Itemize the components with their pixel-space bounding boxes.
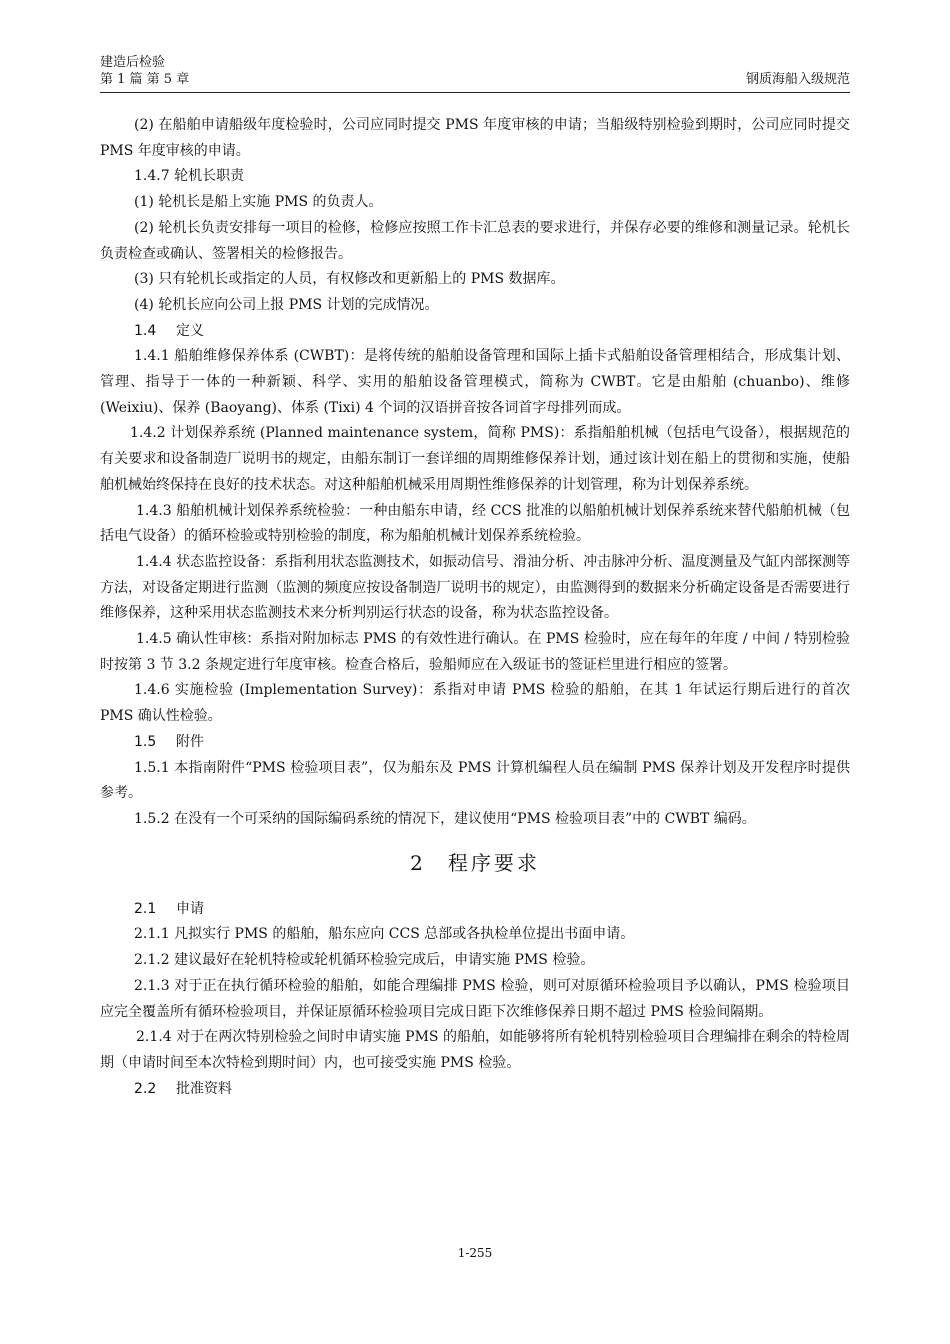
section-title: 批准资料 — [176, 1080, 232, 1097]
paragraph: 2.1.2 建议最好在轮机特检或轮机循环检验完成后，申请实施 PMS 检验。 — [134, 952, 595, 969]
section-heading — [100, 319, 850, 345]
section-heading — [100, 730, 850, 756]
paragraph: (2) 轮机长负责安排每一项目的检修，检修应按照工作卡汇总表的要求进行，并保存必要的维修和测量记录。轮机长负责检查或确认、签署相关的检修报告。 — [100, 219, 850, 262]
paragraph: (1) 轮机长是船上实施 PMS 的负责人。 — [134, 194, 383, 211]
paragraph: 2.1.3 对于正在执行循环检验的船舶，如能合理编排 PMS 检验，则可对原循环检验项目予以确认，PMS 检验项目应完全覆盖所有循环检验项目，并保证原循环检验项目完成日距下次维修保养日期不超过 PMS 检验间隔期。 — [100, 977, 850, 1020]
section-title: 定义 — [176, 322, 204, 339]
paragraph: 1.5.2 在没有一个可采纳的国际编码系统的情况下，建议使用“PMS 检验项目表”中的 CWBT 编码。 — [134, 810, 756, 827]
paragraph: 1.4.1 船舶维修保养体系 (CWBT)：是将传统的船舶设备管理和国际上插卡式船舶设备管理相结合，形成集计划、管理、指导于一体的一种新颖、科学、实用的船舶设备管理模式，简称为 CWBT。它是由船舶 (chuanbo)、维修 (Weixiu)、保养 (Baoyang)、体系 (Tixi) 4 个词的汉语拼音按各词首字母排列而成。 — [100, 348, 850, 416]
paragraph: 1.4.3 船舶机械计划保养系统检验：一种由船东申请，经 CCS 批准的以船舶机械计划保养系统来替代船舶机械（包括电气设备）的循环检验或特别检验的制度，称为船舶机械计划保养系统检验。 — [100, 502, 850, 545]
paragraph: 1.4.6 实施检验 (Implementation Survey)：系指对申请 PMS 检验的船舶，在其 1 年试运行期后进行的首次 PMS 确认性检验。 — [100, 682, 850, 725]
paragraph: 1.4.2 计划保养系统 (Planned maintenance system，简称 PMS)：系指船舶机械（包括电气设备），根据规范的有关要求和设备制造厂说明书的规定，由船东制订一套详细的周期维修保养计划，通过该计划在船上的贯彻和实施，使船舶机械始终保持在良好的技术状态。对这种船舶机械采用周期性维修保养的计划管理，称为计划保养系统。 — [100, 425, 850, 493]
section-number: 2.2 — [134, 1080, 157, 1097]
header-book-title: 钢质海船入级规范 — [745, 72, 850, 87]
header-divider — [100, 92, 850, 93]
paragraph: (4) 轮机长应向公司上报 PMS 计划的完成情况。 — [134, 296, 439, 313]
header-chapter: 第 1 篇 第 5 章 — [100, 72, 190, 87]
page-header — [100, 54, 850, 88]
paragraph: (2) 在船舶申请船级年度检验时，公司应同时提交 PMS 年度审核的申请；当船级特别检验到期时，公司应同时提交 PMS 年度审核的申请。 — [100, 117, 850, 159]
page-number: 1-255 — [457, 1246, 493, 1260]
chapter-number: 2 — [410, 850, 426, 875]
section-number: 1.4 — [134, 322, 157, 339]
paragraph: 2.1.1 凡拟实行 PMS 的船舶，船东应向 CCS 总部或各执检单位提出书面申请。 — [134, 926, 635, 943]
section-number: 2.1 — [134, 900, 157, 917]
page-body — [100, 113, 850, 1102]
chapter-title: 程序要求 — [447, 850, 540, 875]
paragraph: 1.4.5 确认性审核：系指对附加标志 PMS 的有效性进行确认。在 PMS 检验时，应在每年的年度 / 中间 / 特别检验时按第 3 节 3.2 条规定进行年度审核。检查合格后，验船师应在入级证书的签证栏里进行相应的签署。 — [100, 631, 850, 673]
subsection-heading: 1.4.7 轮机长职责 — [134, 168, 245, 185]
section-title: 附件 — [176, 733, 204, 750]
section-number: 1.5 — [134, 733, 157, 750]
section-heading — [100, 897, 850, 923]
chapter-heading — [100, 849, 850, 877]
paragraph: 2.1.4 对于在两次特别检验之间时申请实施 PMS 的船舶，如能够将所有轮机特别检验项目合理编排在剩余的特检周期（申请时间至本次特检到期时间）内，也可接受实施 PMS 检验。 — [100, 1029, 850, 1071]
section-title: 申请 — [176, 900, 204, 917]
section-heading — [100, 1077, 850, 1103]
paragraph: 1.4.4 状态监控设备：系指利用状态监测技术，如振动信号、滑油分析、冲击脉冲分析、温度测量及气缸内部探测等方法，对设备定期进行监测（监测的频度应按设备制造厂说明书的规定），由监测得到的数据来分析确定设备是否需要进行维修保养，这种采用状态监测技术来分析判别运行状态的设备，称为状态监控设备。 — [100, 553, 850, 622]
header-doc-part: 建造后检验 — [100, 55, 166, 70]
paragraph: (3) 只有轮机长或指定的人员，有权修改和更新船上的 PMS 数据库。 — [134, 271, 565, 288]
paragraph: 1.5.1 本指南附件“PMS 检验项目表”，仅为船东及 PMS 计算机编程人员在编制 PMS 保养计划及开发程序时提供参考。 — [100, 759, 850, 802]
